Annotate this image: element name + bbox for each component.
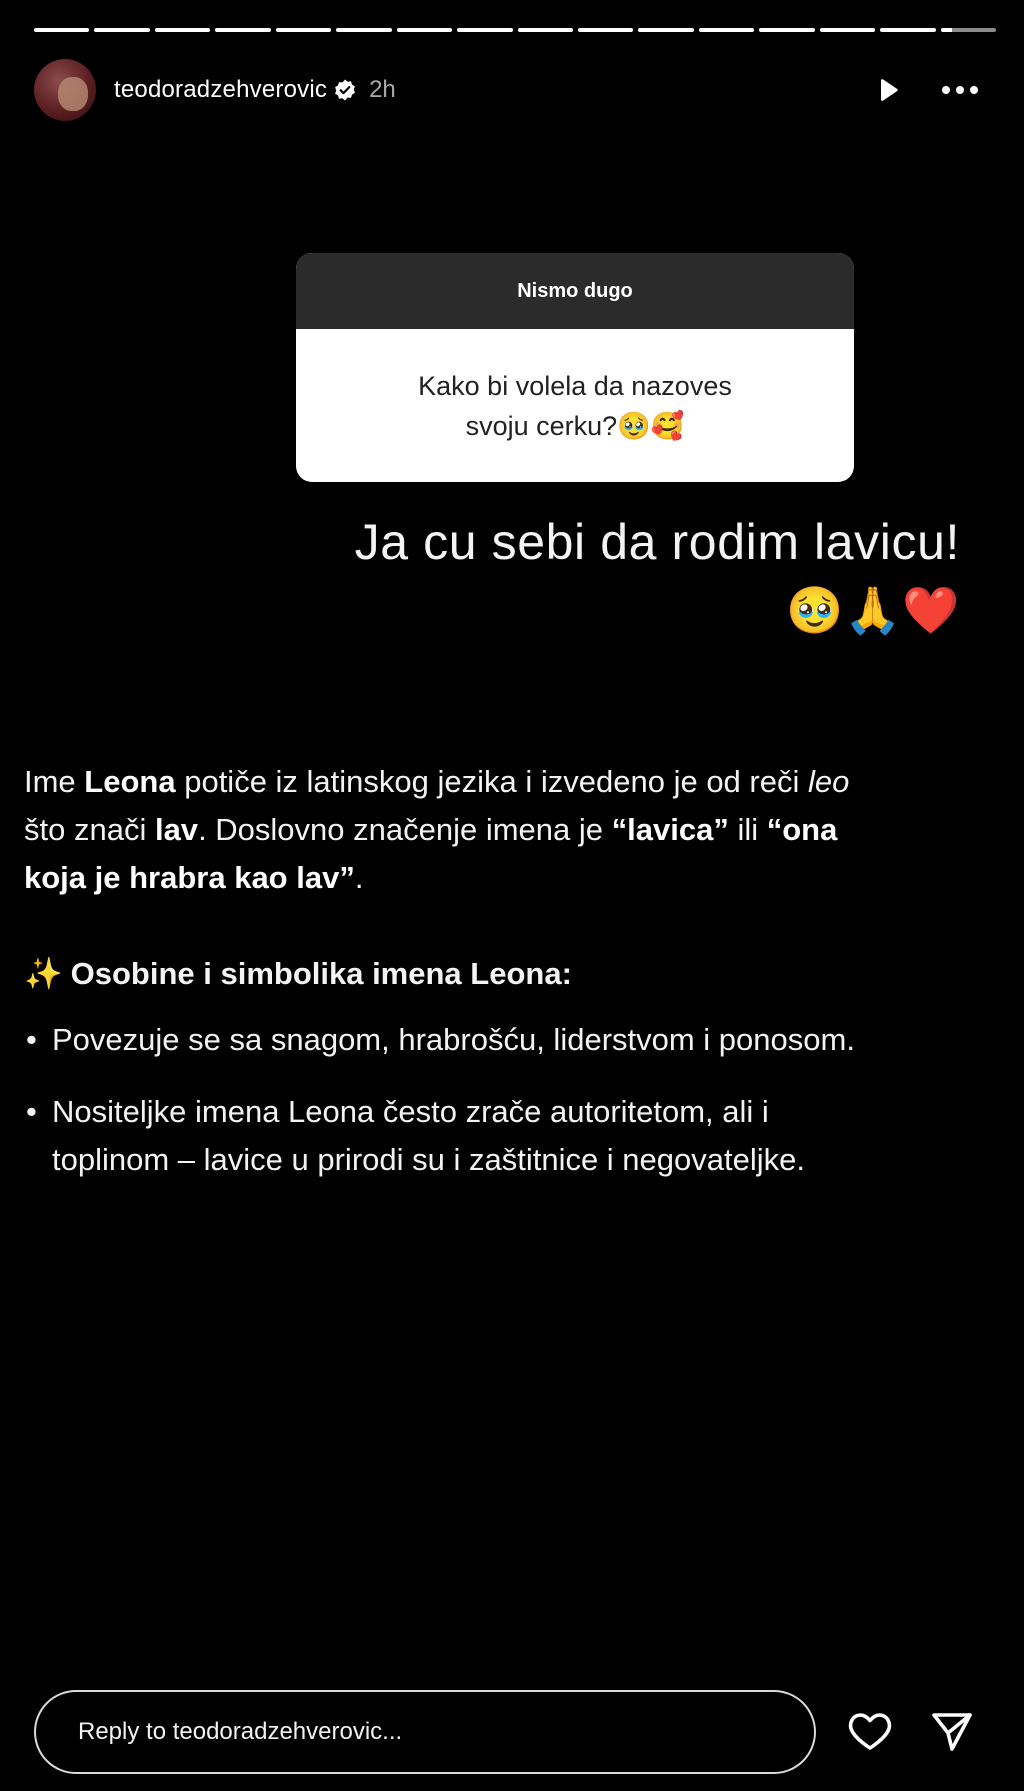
- progress-segment: [397, 28, 452, 32]
- question-sticker-header: Nismo dugo: [296, 253, 854, 329]
- progress-segment: [759, 28, 814, 32]
- paragraph-text: Ime: [24, 764, 85, 799]
- meaning-brave: “ona koja je hrabra kao lav”: [24, 812, 838, 895]
- section-title-text: Osobine i simbolika imena Leona:: [70, 956, 572, 991]
- avatar[interactable]: [34, 59, 96, 121]
- reply-placeholder: Reply to teodoradzehverovic...: [78, 1718, 403, 1745]
- heart-icon[interactable]: [846, 1707, 894, 1760]
- post-time: 2h: [369, 76, 396, 103]
- progress-segment: [578, 28, 633, 32]
- latin-word: leo: [807, 764, 850, 799]
- verified-icon: [333, 78, 357, 102]
- story-answer-text: [280, 510, 960, 642]
- sparkles-icon: ✨: [24, 956, 63, 991]
- progress-segment: [699, 28, 754, 32]
- question-sticker-body: [296, 329, 854, 482]
- list-item: • Nositeljke imena Leona često zrače autoritetom, ali i toplinom – lavice u prirodi su i zaštitnice i negovateljke.: [24, 1088, 884, 1184]
- progress-segment: [276, 28, 331, 32]
- progress-segment: [336, 28, 391, 32]
- story-body-text: [24, 758, 884, 1208]
- progress-segment: [638, 28, 693, 32]
- answer-line-1: Ja cu sebi da rodim lavicu!: [354, 514, 960, 570]
- footer-actions: [846, 1705, 976, 1761]
- username[interactable]: teodoradzehverovic: [114, 76, 328, 103]
- progress-segment: [34, 28, 89, 32]
- progress-segment: [215, 28, 270, 32]
- reply-input[interactable]: [34, 1690, 816, 1774]
- question-sticker: [296, 253, 854, 482]
- header-actions: [874, 76, 994, 104]
- name-highlight: Leona: [84, 764, 176, 799]
- progress-segment: [155, 28, 210, 32]
- progress-segment: [880, 28, 935, 32]
- paragraph-text: što znači: [24, 812, 155, 847]
- paragraph-text: . Doslovno značenje imena je: [198, 812, 612, 847]
- meaning-lavica: “lavica”: [611, 812, 729, 847]
- traits-title: [24, 950, 884, 998]
- progress-segment: [518, 28, 573, 32]
- progress-segment: [457, 28, 512, 32]
- progress-segment: [820, 28, 875, 32]
- progress-segment-current: [941, 28, 996, 32]
- answer-emoji-line: 🥹🙏❤️: [786, 584, 960, 636]
- story-progress: [34, 28, 996, 33]
- list-item: • Povezuje se sa snagom, hrabrošću, liderstvom i ponosom.: [24, 1016, 884, 1064]
- question-line-1: Kako bi volela da nazoves: [418, 370, 732, 401]
- story-header: [34, 58, 994, 122]
- play-icon[interactable]: [874, 76, 902, 104]
- name-origin-paragraph: [24, 758, 884, 902]
- traits-list: [24, 1016, 884, 1184]
- meaning-word: lav: [154, 812, 199, 847]
- paragraph-text: potiče iz latinskog jezika i izvedeno je od reči: [175, 764, 808, 799]
- progress-segment: [94, 28, 149, 32]
- paragraph-text: ili: [728, 812, 767, 847]
- more-icon[interactable]: [940, 84, 980, 96]
- send-icon[interactable]: [928, 1707, 976, 1760]
- question-line-2: svoju cerku?🥹🥰: [465, 410, 685, 441]
- paragraph-text: .: [354, 860, 364, 895]
